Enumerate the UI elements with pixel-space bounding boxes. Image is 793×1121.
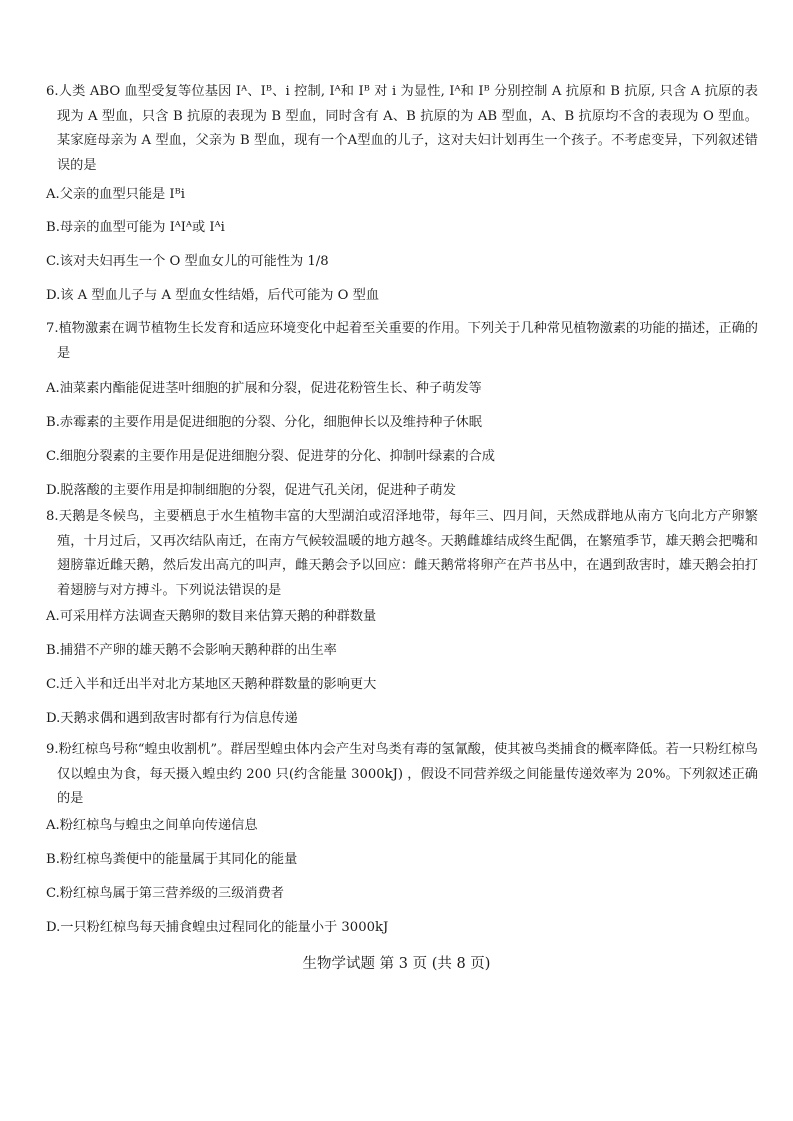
question-6-option-b: B.母亲的血型可能为 IᴬIᴬ或 Iᴬi (46, 220, 225, 235)
question-8-option-a: A.可采用样方法调查天鹅卵的数目来估算天鹅的种群数量 (46, 609, 377, 624)
question-6-stem: 6.人类 ABO 血型受复等位基因 Iᴬ、Iᴮ、i 控制, Iᴬ和 Iᴮ 对 i 为显性, Iᴬ和 Iᴮ 分别控制 A 抗原和 B 抗原, 只含 A 抗原的表现为 A 型血，只含 B 抗原的表现为 B 型血，同时含有 A、B 抗原的为 AB 型血，A、B 抗原均不含的表现为 O 型血。某家庭母亲为 A 型血，父亲为 B 型血，现有一个A型血的儿子，这对夫妇计划再生一个孩子。不考虑变异，下列叙述错误的是 (46, 84, 758, 173)
question-6-option-a: A.父亲的血型只能是 Iᴮi (46, 187, 185, 202)
question-9-option-b: B.粉红椋鸟粪便中的能量属于其同化的能量 (46, 852, 298, 867)
question-8-option-d: D.天鹅求偶和遇到敌害时都有行为信息传递 (46, 711, 298, 726)
question-6-option-c: C.该对夫妇再生一个 O 型血女儿的可能性为 1/8 (46, 254, 329, 269)
question-8 (46, 505, 758, 603)
question-7-option-a: A.油菜素内酯能促进茎叶细胞的扩展和分裂，促进花粉管生长、种子萌发等 (46, 381, 482, 396)
question-7-option-b: B.赤霉素的主要作用是促进细胞的分裂、分化，细胞伸长以及维持种子休眠 (46, 415, 482, 430)
question-9-stem: 9.粉红椋鸟号称“蝗虫收割机”。群居型蝗虫体内会产生对鸟类有毒的氢氰酸，使其被鸟类捕食的概率降低。若一只粉红椋鸟仅以蝗虫为食，每天摄入蝗虫约 200 只(约含能量 3000kJ) ，假设不同营养级之间能量传递效率为 20%。下列叙述正确的是 (46, 742, 758, 807)
question-8-option-c: C.迁入半和迁出半对北方某地区天鹅种群数量的影响更大 (46, 677, 377, 692)
question-7-stem: 7.植物激素在调节植物生长发育和适应环境变化中起着至关重要的作用。下列关于几种常见植物激素的功能的描述，正确的是 (46, 321, 758, 361)
page-footer: 生物学试题 第 3 页 (共 8 页) (302, 956, 491, 972)
question-9 (46, 738, 758, 812)
question-7-option-c: C.细胞分裂素的主要作用是促进细胞分裂、促进芽的分化、抑制叶绿素的合成 (46, 449, 495, 464)
question-7-option-d: D.脱落酸的主要作用是抑制细胞的分裂，促进气孔关闭，促进种子萌发 (46, 483, 456, 498)
question-7 (46, 317, 758, 366)
question-8-stem: 8.天鹅是冬候鸟，主要栖息于水生植物丰富的大型湖泊或沼泽地带，每年三、四月间，天然成群地从南方飞向北方产卵繁殖，十月过后，又再次结队南迁，在南方气候较温暖的地方越冬。天鹅雌雄结成终生配偶，在繁殖季节，雄天鹅会把嘴和翅膀靠近雌天鹅，然后发出高亢的叫声，雌天鹅会予以回应：雌天鹅常将卵产在芦书丛中，在遇到敌害时，雄天鹅会拍打着翅膀与对方搏斗。下列说法错误的是 (46, 509, 758, 598)
question-6-option-d: D.该 A 型血儿子与 A 型血女性结婚，后代可能为 O 型血 (46, 288, 380, 303)
question-6 (46, 80, 758, 178)
question-9-option-a: A.粉红椋鸟与蝗虫之间单向传递信息 (46, 818, 258, 833)
question-9-option-c: C.粉红椋鸟属于第三营养级的三级消费者 (46, 886, 284, 901)
question-8-option-b: B.捕猎不产卵的雄天鹅不会影响天鹅种群的出生率 (46, 643, 337, 658)
question-9-option-d: D.一只粉红椋鸟每天捕食蝗虫过程同化的能量小于 3000kJ (46, 920, 389, 935)
